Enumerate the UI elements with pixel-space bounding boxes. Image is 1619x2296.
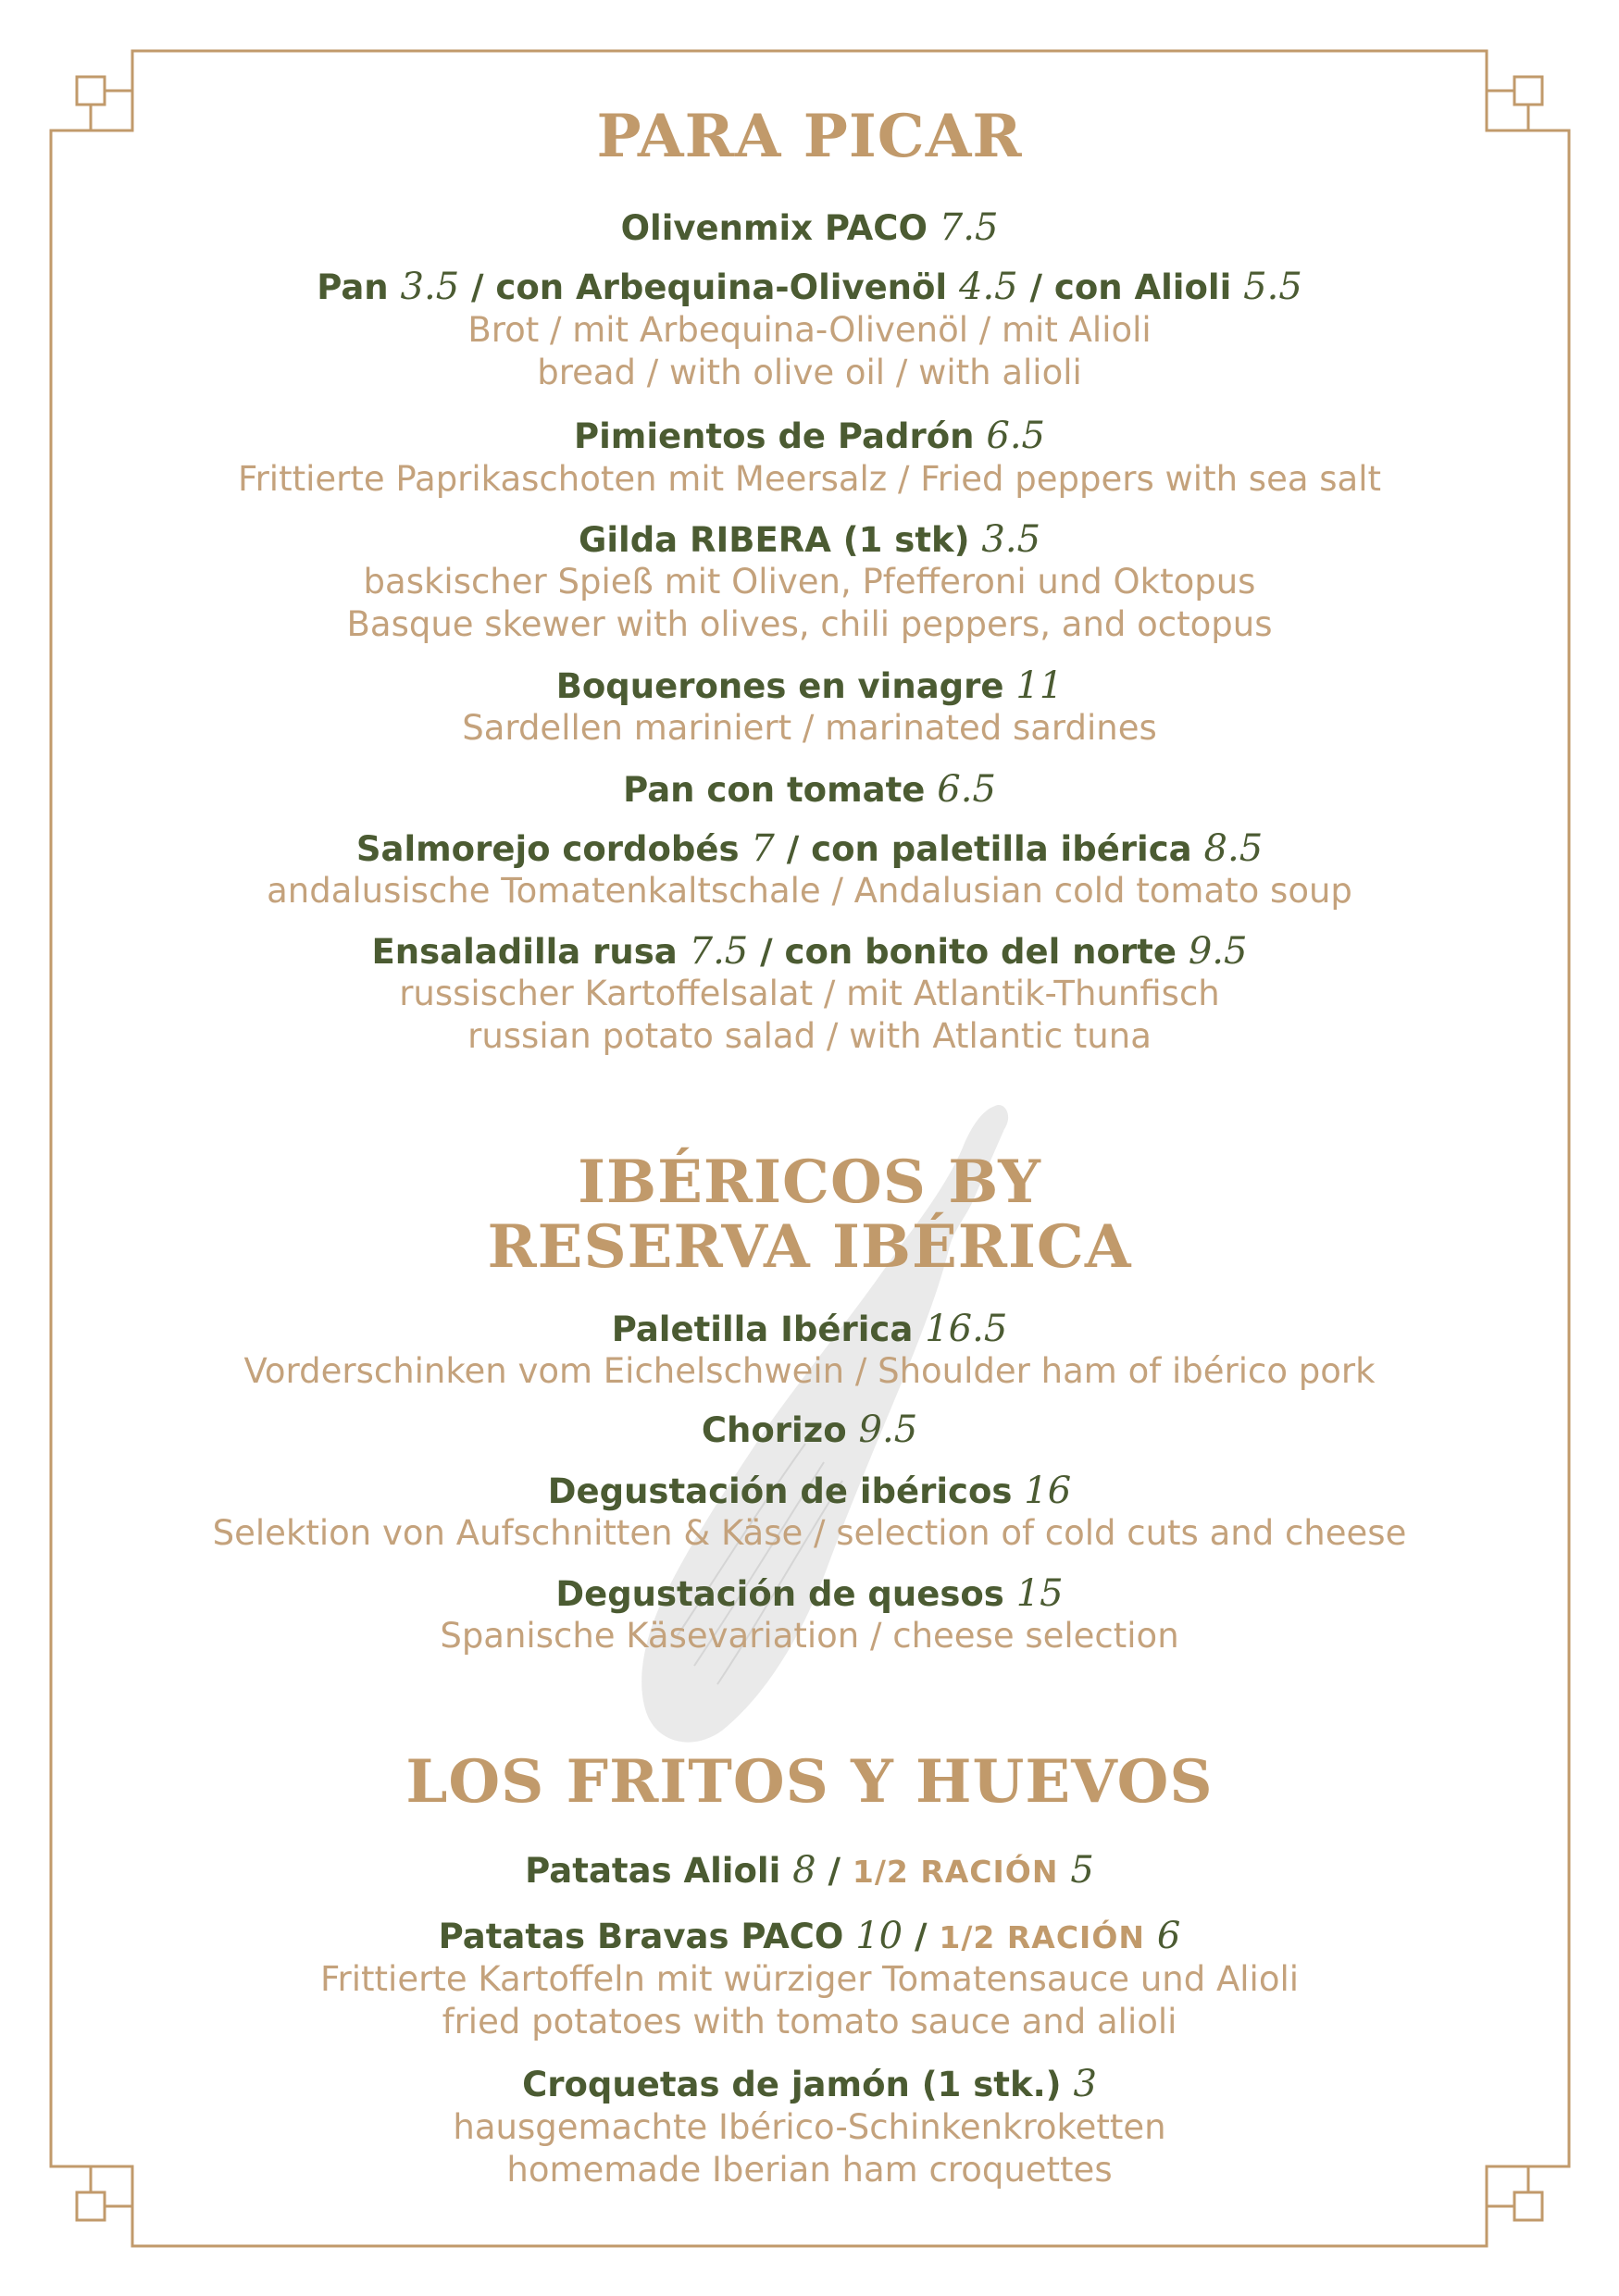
section-title-fritos: LOS FRITOS Y HUEVOS	[405, 1747, 1214, 1817]
section-title-ibericos-line1: IBÉRICOS BY	[578, 1148, 1041, 1217]
section-title-ibericos-line2: RESERVA IBÉRICA	[487, 1212, 1132, 1282]
item-description-en: homemade Iberian ham croquettes	[506, 2150, 1113, 2190]
item-patatas-bravas	[0, 1915, 1619, 1957]
item-description: Vorderschinken vom Eichelschwein / Shoulder ham of ibérico pork	[243, 1351, 1376, 1391]
item-name: Patatas Bravas PACO	[438, 1917, 844, 1956]
item-description-en: fried potatoes with tomato sauce and alioli	[442, 2002, 1177, 2042]
section-title-para-picar: PARA PICAR	[596, 102, 1023, 171]
item-option-alioli: / con Alioli	[1017, 267, 1232, 307]
half-portion-price: 5	[1070, 1849, 1094, 1892]
half-portion-label: 1/2 RACIÓN	[852, 1854, 1059, 1890]
item-separator: /	[903, 1917, 940, 1956]
item-description-en: bread / with olive oil / with alioli	[537, 353, 1082, 392]
half-portion-price: 6	[1156, 1915, 1181, 1957]
item-name: Paletilla Ibérica	[611, 1309, 914, 1349]
item-description: Selektion von Aufschnitten & Käse / selection of cold cuts and cheese	[212, 1513, 1407, 1553]
item-price: 7	[751, 827, 775, 870]
item-separator: /	[816, 1851, 853, 1891]
item-patatas-alioli	[0, 1849, 1619, 1892]
item-name: Pan	[317, 267, 389, 307]
item-description: Spanische Käsevariation / cheese selection	[440, 1616, 1179, 1656]
item-description-de: Brot / mit Arbequina-Olivenöl / mit Alioli	[467, 310, 1152, 350]
item-description-de: baskischer Spieß mit Oliven, Pfefferoni und Oktopus	[363, 562, 1256, 602]
item-name: Boquerones en vinagre	[555, 666, 1004, 706]
item-olivenmix	[0, 206, 1619, 249]
item-boquerones	[0, 664, 1619, 707]
item-price-option: 8.5	[1203, 827, 1264, 870]
item-name: Croquetas de jamón (1 stk.)	[522, 2065, 1062, 2104]
item-option-arbequina: / con Arbequina-Olivenöl	[459, 267, 948, 307]
item-price-arbequina: 4.5	[959, 266, 1018, 308]
item-name: Degustación de quesos	[555, 1574, 1004, 1614]
item-option: / con bonito del norte	[748, 932, 1177, 972]
item-description-de: Frittierte Kartoffeln mit würziger Tomatensauce und Alioli	[319, 1959, 1300, 1999]
item-price: 16.5	[925, 1308, 1008, 1350]
item-chorizo	[0, 1409, 1619, 1451]
item-price: 6.5	[937, 768, 996, 811]
item-ensaladilla	[0, 930, 1619, 973]
item-price-option: 9.5	[1188, 930, 1248, 973]
item-salmorejo	[0, 827, 1619, 870]
item-name: Degustación de ibéricos	[547, 1471, 1013, 1511]
item-price: 16	[1024, 1470, 1072, 1512]
item-name: Ensaladilla rusa	[371, 932, 678, 972]
half-portion-label: 1/2 RACIÓN	[939, 1919, 1145, 1955]
item-price: 15	[1015, 1572, 1064, 1615]
item-degustacion-ibericos	[0, 1470, 1619, 1512]
item-description-en: Basque skewer with olives, chili peppers, and octopus	[346, 604, 1273, 644]
item-price-alioli: 5.5	[1243, 266, 1302, 308]
item-description: andalusische Tomatenkaltschale / Andalusian cold tomato soup	[267, 871, 1352, 911]
item-name: Gilda RIBERA (1 stk)	[578, 520, 970, 560]
item-description: Sardellen mariniert / marinated sardines	[462, 708, 1157, 748]
item-price: 3.5	[400, 266, 460, 308]
item-croquetas	[0, 2063, 1619, 2105]
item-price: 7.5	[939, 206, 999, 249]
item-name: Salmorejo cordobés	[355, 829, 740, 869]
item-gilda	[0, 518, 1619, 561]
item-price: 6.5	[986, 415, 1046, 457]
item-degustacion-quesos	[0, 1572, 1619, 1615]
item-price: 3	[1073, 2063, 1097, 2105]
item-name: Pan con tomate	[623, 770, 926, 810]
item-description: Frittierte Paprikaschoten mit Meersalz / Fried peppers with sea salt	[237, 459, 1382, 499]
item-description-de: russischer Kartoffelsalat / mit Atlantik-Thunfisch	[399, 974, 1220, 1013]
item-pimientos	[0, 415, 1619, 457]
item-price: 10	[855, 1915, 903, 1957]
item-option: / con paletilla ibérica	[774, 829, 1192, 869]
item-name: Pimientos de Padrón	[573, 416, 975, 456]
item-name: Chorizo	[701, 1410, 847, 1450]
item-name: Patatas Alioli	[525, 1851, 781, 1891]
item-price: 3.5	[981, 518, 1041, 561]
item-price: 11	[1015, 664, 1064, 707]
item-pan-con-tomate	[0, 768, 1619, 811]
item-price: 7.5	[689, 930, 749, 973]
item-description-de: hausgemachte Ibérico-Schinkenkroketten	[453, 2107, 1166, 2147]
item-price: 9.5	[858, 1409, 918, 1451]
item-name: Olivenmix PACO	[620, 208, 928, 248]
item-price: 8	[792, 1849, 816, 1892]
item-paletilla	[0, 1308, 1619, 1350]
item-description-en: russian potato salad / with Atlantic tuna	[467, 1016, 1152, 1056]
item-pan	[0, 266, 1619, 308]
